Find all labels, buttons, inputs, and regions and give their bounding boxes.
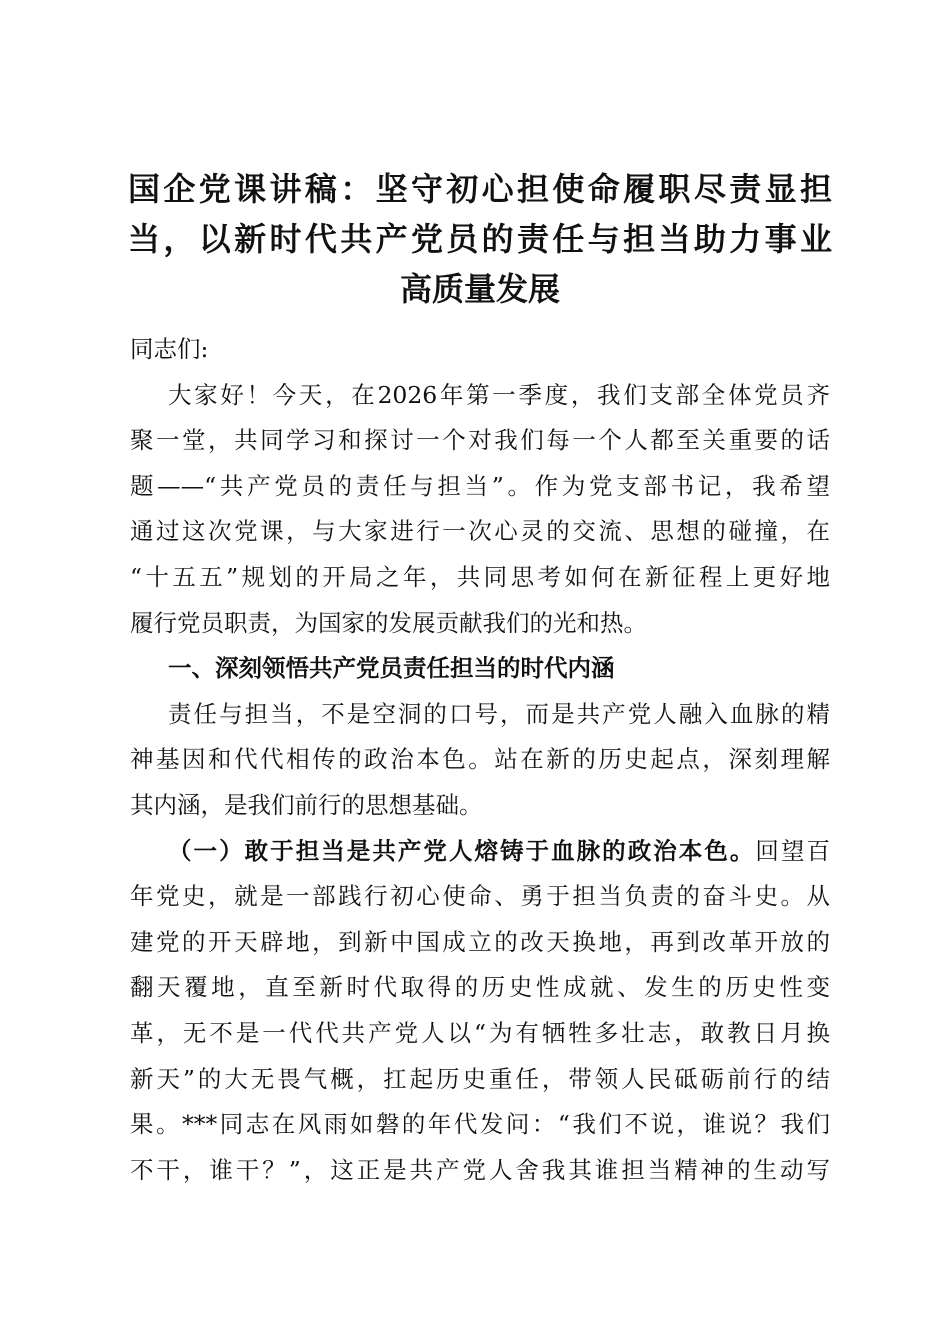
text-line: 翻天覆地，直至新时代取得的历史性成就、发生的历史性变 <box>130 973 830 1002</box>
text-line: 果。***同志在风雨如磐的年代发问：“我们不说，谁说？我们 <box>130 1110 830 1139</box>
text-line <box>130 829 830 875</box>
text-line: 其内涵，是我们前行的思想基础。 <box>130 790 483 819</box>
text-line: 履行党员职责，为国家的发展贡献我们的光和热。 <box>130 608 647 637</box>
document-body <box>130 327 830 1193</box>
text-line: 神基因和代代相传的政治本色。站在新的历史起点，深刻理解 <box>130 745 830 774</box>
title-line: 当，以新时代共产党员的责任与担当助力事业 <box>128 220 832 258</box>
text-line: 聚一堂，共同学习和探讨一个对我们每一个人都至关重要的话 <box>130 426 830 455</box>
text-run: 回望百 <box>755 836 831 865</box>
salutation: 同志们: <box>130 335 209 363</box>
paragraph-intro <box>130 373 830 647</box>
text-line: 责任与担当，不是空洞的口号，而是共产党人融入血脉的精 <box>168 699 830 728</box>
paragraph-section1-intro <box>130 692 830 829</box>
text-line: 新天”的大无畏气概，扛起历史重任，带领人民砥砺前行的结 <box>130 1064 830 1093</box>
text-line: 建党的开天辟地，到新中国成立的改天换地，再到改革开放的 <box>130 927 830 956</box>
text-line: 大家好！今天，在2026年第一季度，我们支部全体党员齐 <box>168 380 830 409</box>
title-line: 高质量发展 <box>399 270 560 308</box>
text-line: “十五五”规划的开局之年，共同思考如何在新征程上更好地 <box>130 562 830 591</box>
subsection-heading: （一）敢于担当是共产党人熔铸于血脉的政治本色。 <box>168 836 756 865</box>
text-line: 革，无不是一代代共产党人以“为有牺牲多壮志，敢教日月换 <box>130 1018 830 1047</box>
text-line: 不干，谁干？”，这正是共产党人舍我其谁担当精神的生动写 <box>130 1155 830 1184</box>
document-title <box>128 164 832 314</box>
section-heading: 一、深刻领悟共产党员责任担当的时代内涵 <box>168 654 615 683</box>
paragraph-subsection1 <box>130 829 830 1194</box>
text-line: 通过这次党课，与大家进行一次心灵的交流、思想的碰撞，在 <box>130 517 830 546</box>
title-line: 国企党课讲稿：坚守初心担使命履职尽责显担 <box>128 170 832 208</box>
text-line: 题——“共产党员的责任与担当”。作为党支部书记，我希望 <box>130 471 830 500</box>
text-line: 年党史，就是一部践行初心使命、勇于担当负责的奋斗史。从 <box>130 882 830 911</box>
